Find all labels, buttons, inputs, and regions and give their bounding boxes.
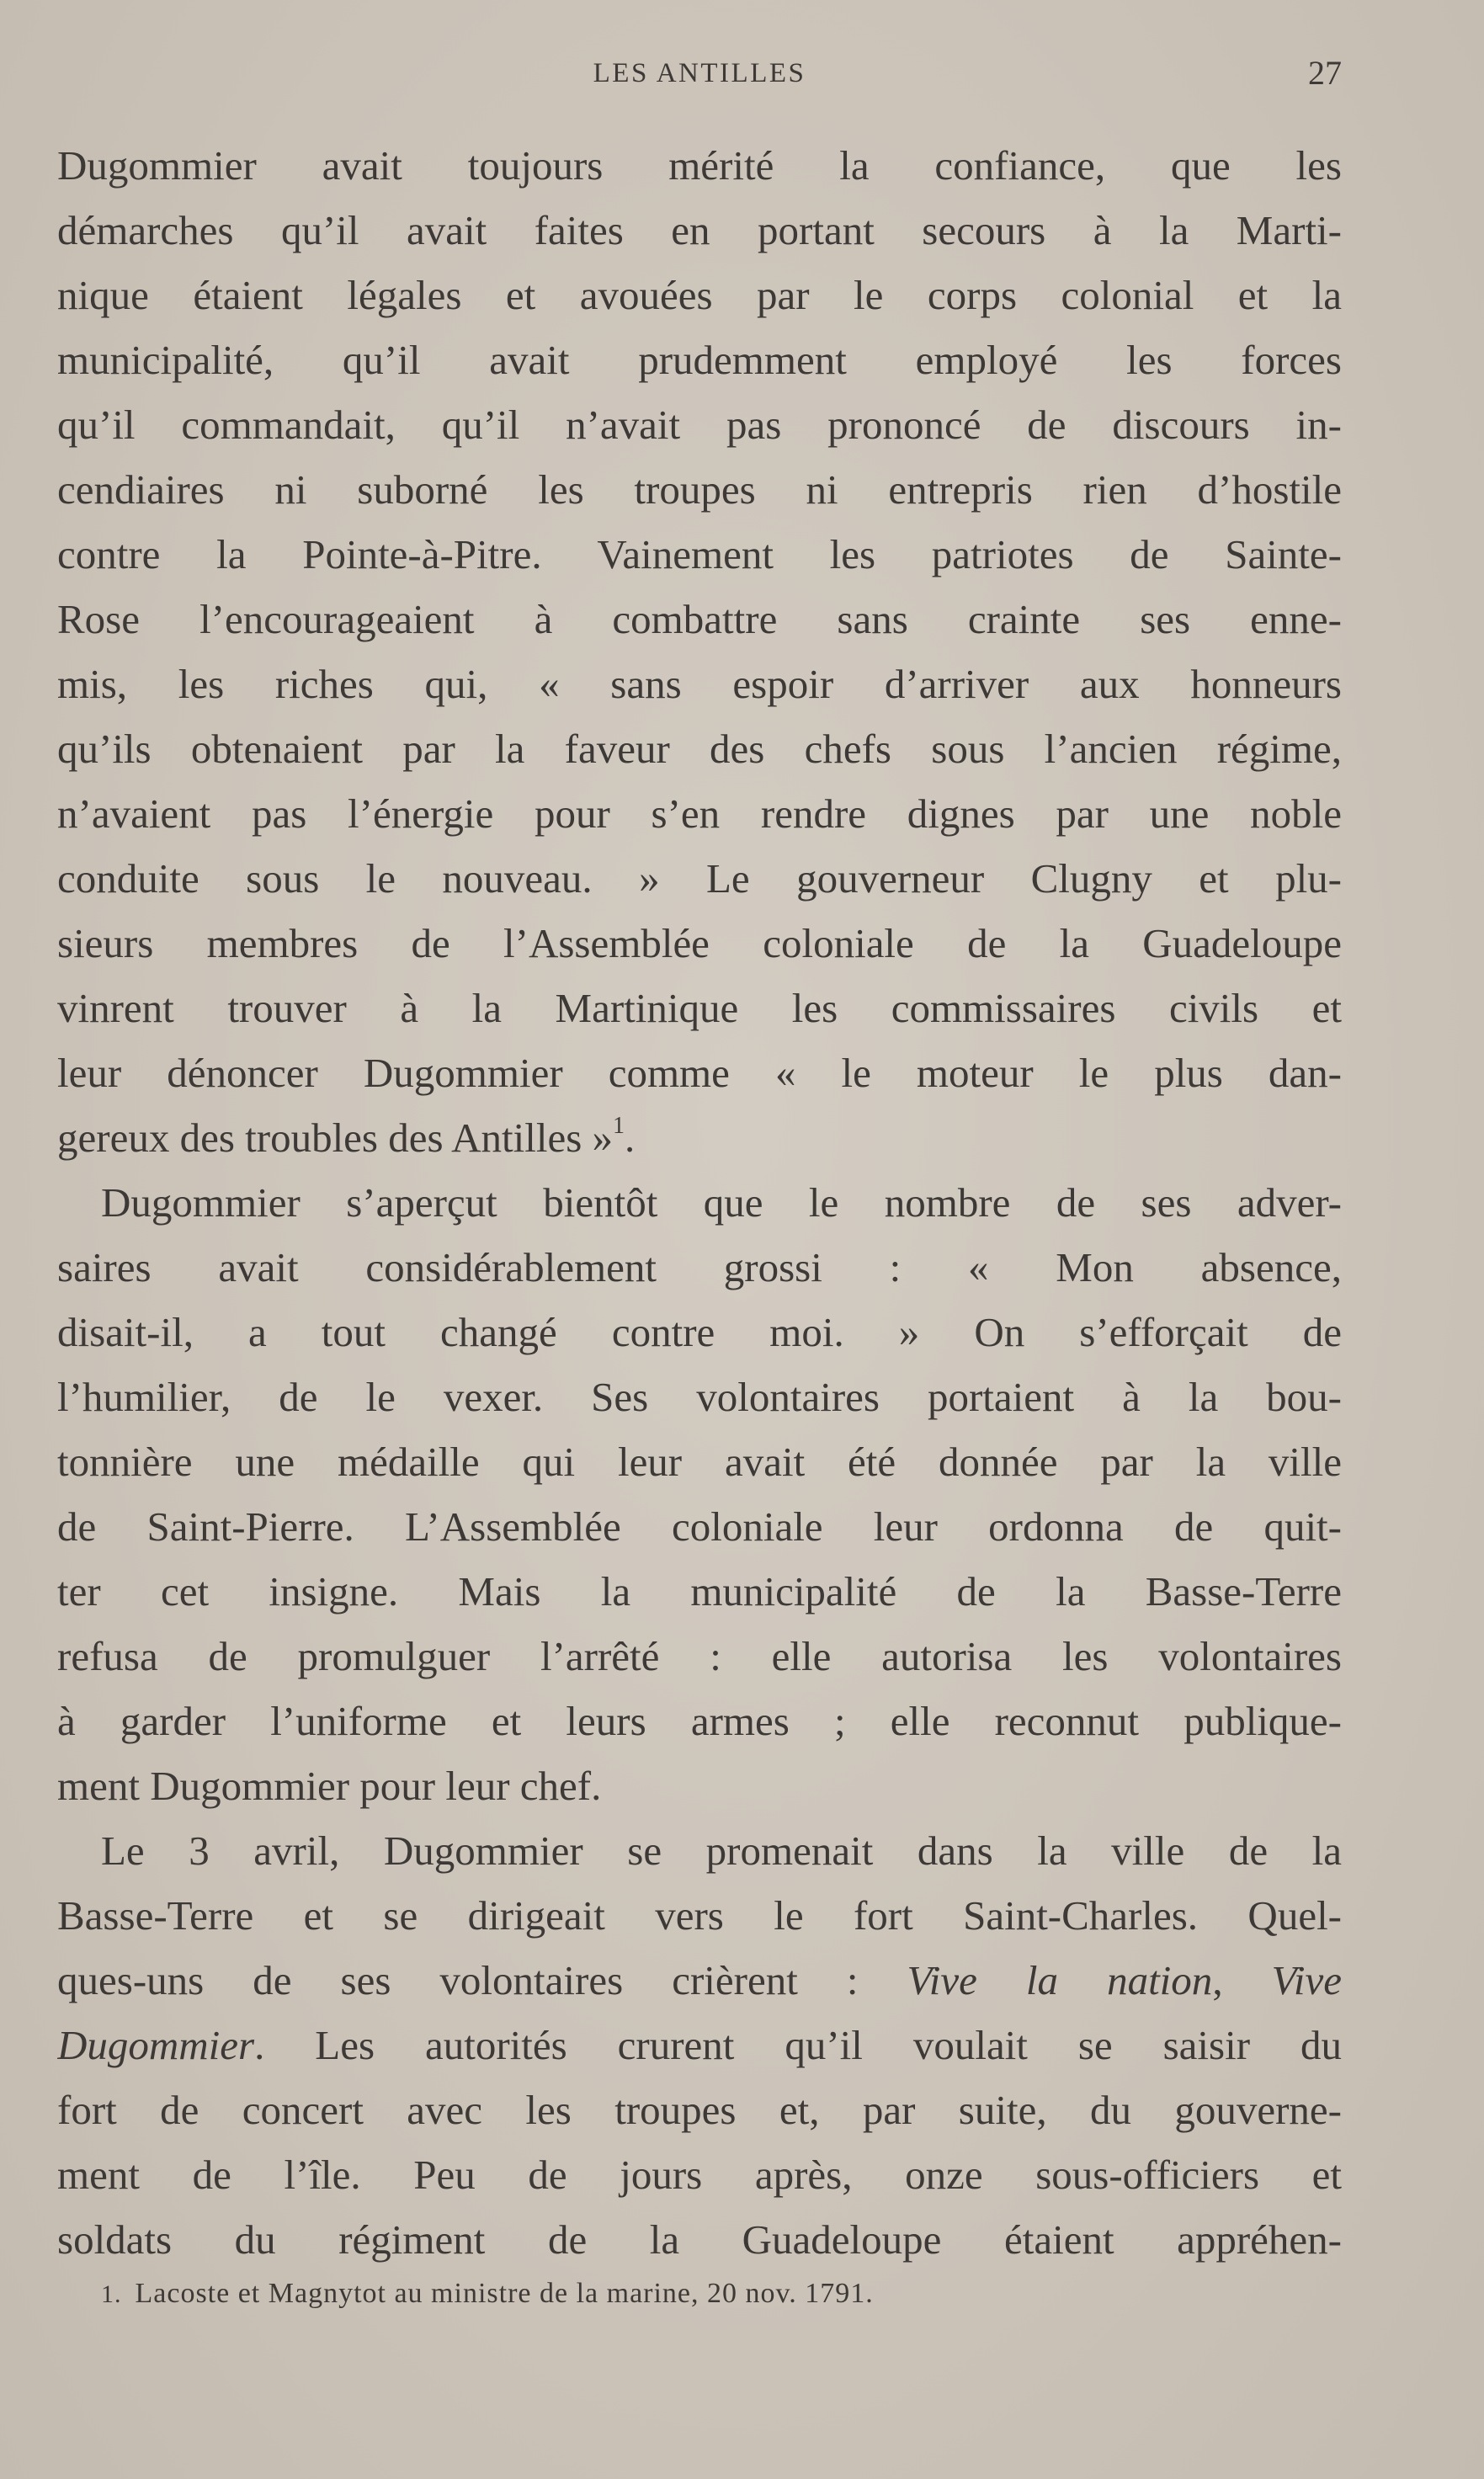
running-head — [57, 52, 1342, 94]
line-text: , — [1212, 1957, 1272, 2003]
text-line: leur dénoncer Dugommier comme « le moteur le plus dan- — [57, 1050, 1342, 1096]
text-line: Dugommier s’aperçut bientôt que le nombre de ses adver- — [101, 1179, 1342, 1226]
text-line: refusa de promulguer l’arrêté : elle autorisa les volontaires — [57, 1633, 1342, 1679]
footnote-number: 1. — [101, 2280, 122, 2308]
text-line: Basse-Terre et se dirigeait vers le fort Saint-Charles. Quel- — [57, 1892, 1342, 1939]
text-line: Le 3 avril, Dugommier se promenait dans la ville de la — [101, 1827, 1342, 1874]
text-line: mis, les riches qui, « sans espoir d’arriver aux honneurs — [57, 661, 1342, 707]
text-line: nique étaient légales et avouées par le corps colonial et la — [57, 272, 1342, 318]
text-line: Rose l’encourageaient à combattre sans crainte ses enne- — [57, 596, 1342, 642]
text-line: municipalité, qu’il avait prudemment employé les forces — [57, 337, 1342, 383]
text-line: disait-il, a tout changé contre moi. » On s’efforçait de — [57, 1309, 1342, 1355]
body-text — [57, 133, 1342, 2272]
italic-text: Vive — [1271, 1957, 1342, 2003]
text-line: vinrent trouver à la Martinique les commissaires civils et — [57, 985, 1342, 1031]
text-line: démarches qu’il avait faites en portant secours à la Marti- — [57, 207, 1342, 253]
text-line: conduite sous le nouveau. » Le gouverneur Clugny et plu- — [57, 855, 1342, 902]
text-line-italic — [57, 1948, 1342, 2013]
text-line-italic — [57, 2013, 1342, 2077]
text-line: de Saint-Pierre. L’Assemblée coloniale leur ordonna de quit- — [57, 1503, 1342, 1550]
text-line: saires avait considérablement grossi : « Mon absence, — [57, 1244, 1342, 1290]
text-line: qu’il commandait, qu’il n’avait pas prononcé de discours in- — [57, 402, 1342, 448]
text-line: ment Dugommier pour leur chef. — [57, 1763, 602, 1809]
text-line: ment de l’île. Peu de jours après, onze sous-officiers et — [57, 2152, 1342, 2198]
line-text: . Les autorités crurent qu’il voulait se saisir du — [254, 2022, 1342, 2068]
text-line: Dugommier avait toujours mérité la confiance, que les — [57, 142, 1342, 189]
text-line: sieurs membres de l’Assemblée coloniale de la Guadeloupe — [57, 920, 1342, 966]
italic-text: Dugommier — [57, 2022, 255, 2068]
running-title: LES ANTILLES — [593, 58, 806, 88]
text-line: l’humilier, de le vexer. Ses volontaires portaient à la bou- — [57, 1374, 1342, 1420]
text-line: qu’ils obtenaient par la faveur des chefs sous l’ancien régime, — [57, 726, 1342, 772]
footnote-text: Lacoste et Magnytot au ministre de la marine, 20 nov. 1791. — [135, 2278, 874, 2309]
footnote — [101, 2273, 1279, 2316]
text-line-with-footnote-ref — [57, 1105, 1342, 1170]
footnote-reference: 1 — [613, 1113, 625, 1139]
text-line: cendiaires ni suborné les troupes ni entrepris rien d’hostile — [57, 466, 1342, 513]
line-text: gereux des troubles des Antilles » — [57, 1114, 614, 1161]
italic-text: Vive la nation — [907, 1957, 1213, 2003]
text-line: ter cet insigne. Mais la municipalité de la Basse-Terre — [57, 1568, 1342, 1615]
text-line: soldats du régiment de la Guadeloupe étaient appréhen- — [57, 2216, 1342, 2263]
line-text: ques-uns de ses volontaires crièrent : — [57, 1957, 907, 2003]
text-line: contre la Pointe-à-Pitre. Vainement les patriotes de Sainte- — [57, 531, 1342, 577]
page-number: 27 — [1308, 54, 1342, 92]
text-line: n’avaient pas l’énergie pour s’en rendre dignes par une noble — [57, 790, 1342, 837]
text-line: tonnière une médaille qui leur avait été donnée par la ville — [57, 1439, 1342, 1485]
text-line: fort de concert avec les troupes et, par suite, du gouverne- — [57, 2087, 1342, 2133]
text-line: à garder l’uniforme et leurs armes ; elle reconnut publique- — [57, 1698, 1342, 1744]
end-punctuation: . — [625, 1114, 636, 1161]
